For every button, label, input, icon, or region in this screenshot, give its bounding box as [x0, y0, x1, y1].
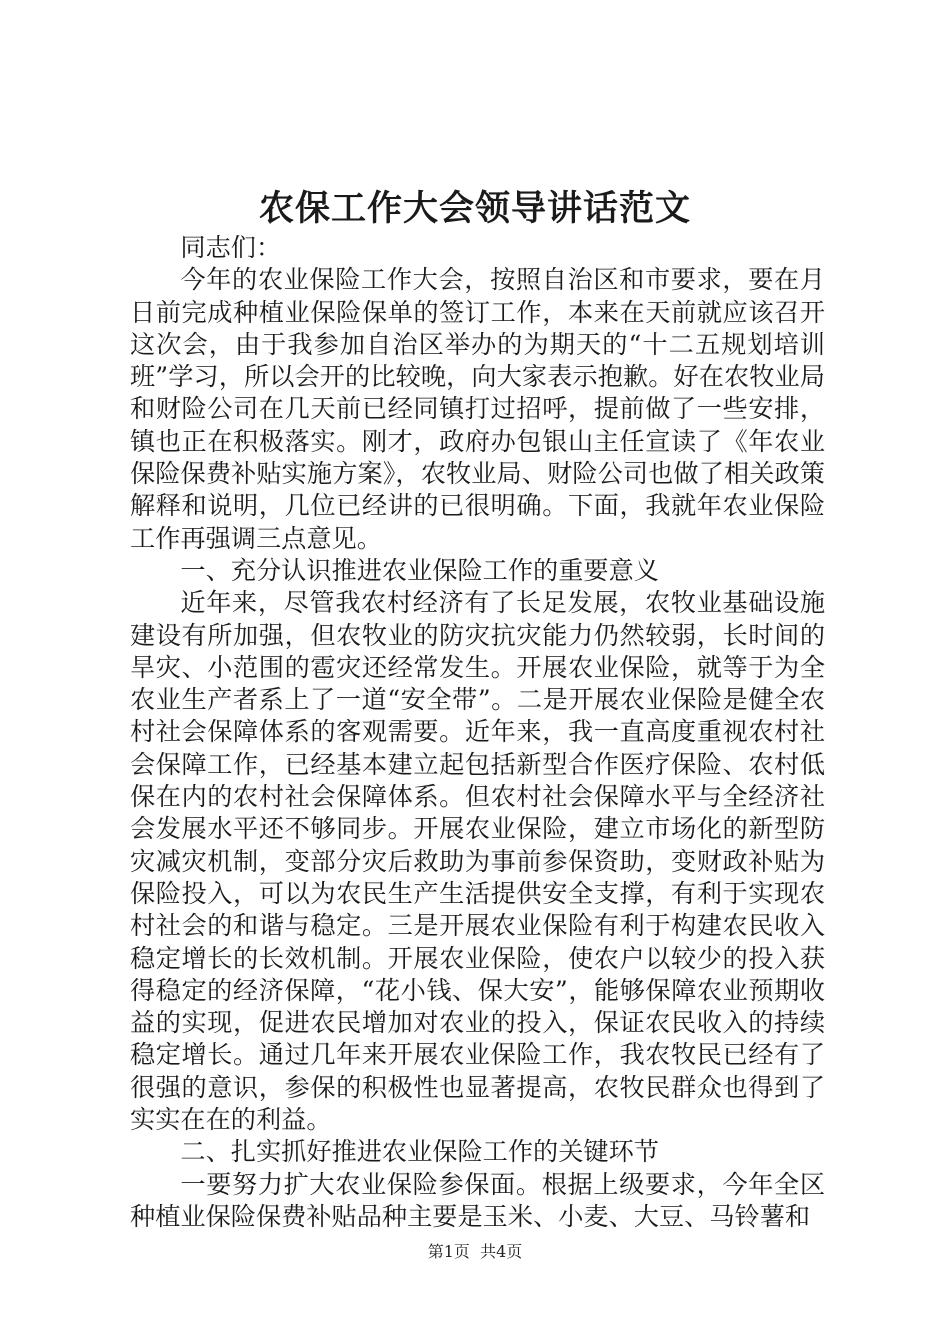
salutation: 同志们：: [180, 233, 282, 262]
page-footer: [0, 1242, 950, 1262]
paragraph-intro: 今年的农业保险工作大会，按照自治区和市要求，要在月日前完成种植业保险保单的签订工作，本来在天前就应该召开这次会，由于我参加自治区举办的为期天的“十二五规划培训班”学习，所以会开的比较晚，向大家表示抱歉。好在农牧业局和财险公司在几天前已经同镇打过招呼，提前做了一些安排，镇也正在积极落实。刚才，政府办包银山主任宣读了《年农业保险保费补贴实施方案》，农牧业局、财险公司也做了相关政策解释和说明，几位已经讲的已很明确。下面，我就年农业保险工作再强调三点意见。: [130, 265, 825, 553]
page-number: 第1页: [427, 1242, 470, 1261]
document-title: 农保工作大会领导讲话范文: [258, 188, 691, 229]
document-body: [130, 232, 825, 1233]
paragraph-coverage: 一要努力扩大农业保险参保面。根据上级要求，今年全区种植业保险保费补贴品种主要是玉米、小麦、大豆、马铃薯和: [130, 1169, 825, 1231]
section-heading-1: 一、充分认识推进农业保险工作的重要意义: [180, 555, 659, 585]
paragraph-significance: 近年来，尽管我农村经济有了长足发展，农牧业基础设施建设有所加强，但农牧业的防灾抗灾能力仍然较弱，长时间的旱灾、小范围的雹灾还经常发生。开展农业保险，就等于为全农业生产者系上了一道“安全带”。二是开展农业保险是健全农村社会保障体系的客观需要。近年来，我一直高度重视农村社会保障工作，已经基本建立起包括新型合作医疗保险、农村低保在内的农村社会保障体系。但农村社会保障水平与全经济社会发展水平还不够同步。开展农业保险，建立市场化的新型防灾减灾机制，变部分灾后救助为事前参保资助，变财政补贴为保险投入，可以为农民生产生活提供安全支撑，有利于实现农村社会的和谐与稳定。三是开展农业保险有利于构建农民收入稳定增长的长效机制。开展农业保险，使农户以较少的投入获得稳定的经济保障，“花小钱、保大安”，能够保障农业预期收益的实现，促进农民增加对农业的投入，保证农民收入的持续稳定增长。通过几年来开展农业保险工作，我农牧民已经有了很强的意识，参保的积极性也显著提高，农牧民群众也得到了实实在在的利益。: [130, 588, 825, 1135]
section-heading-2: 二、扎实抓好推进农业保险工作的关键环节: [180, 1137, 659, 1167]
page-total: 共4页: [480, 1242, 523, 1261]
